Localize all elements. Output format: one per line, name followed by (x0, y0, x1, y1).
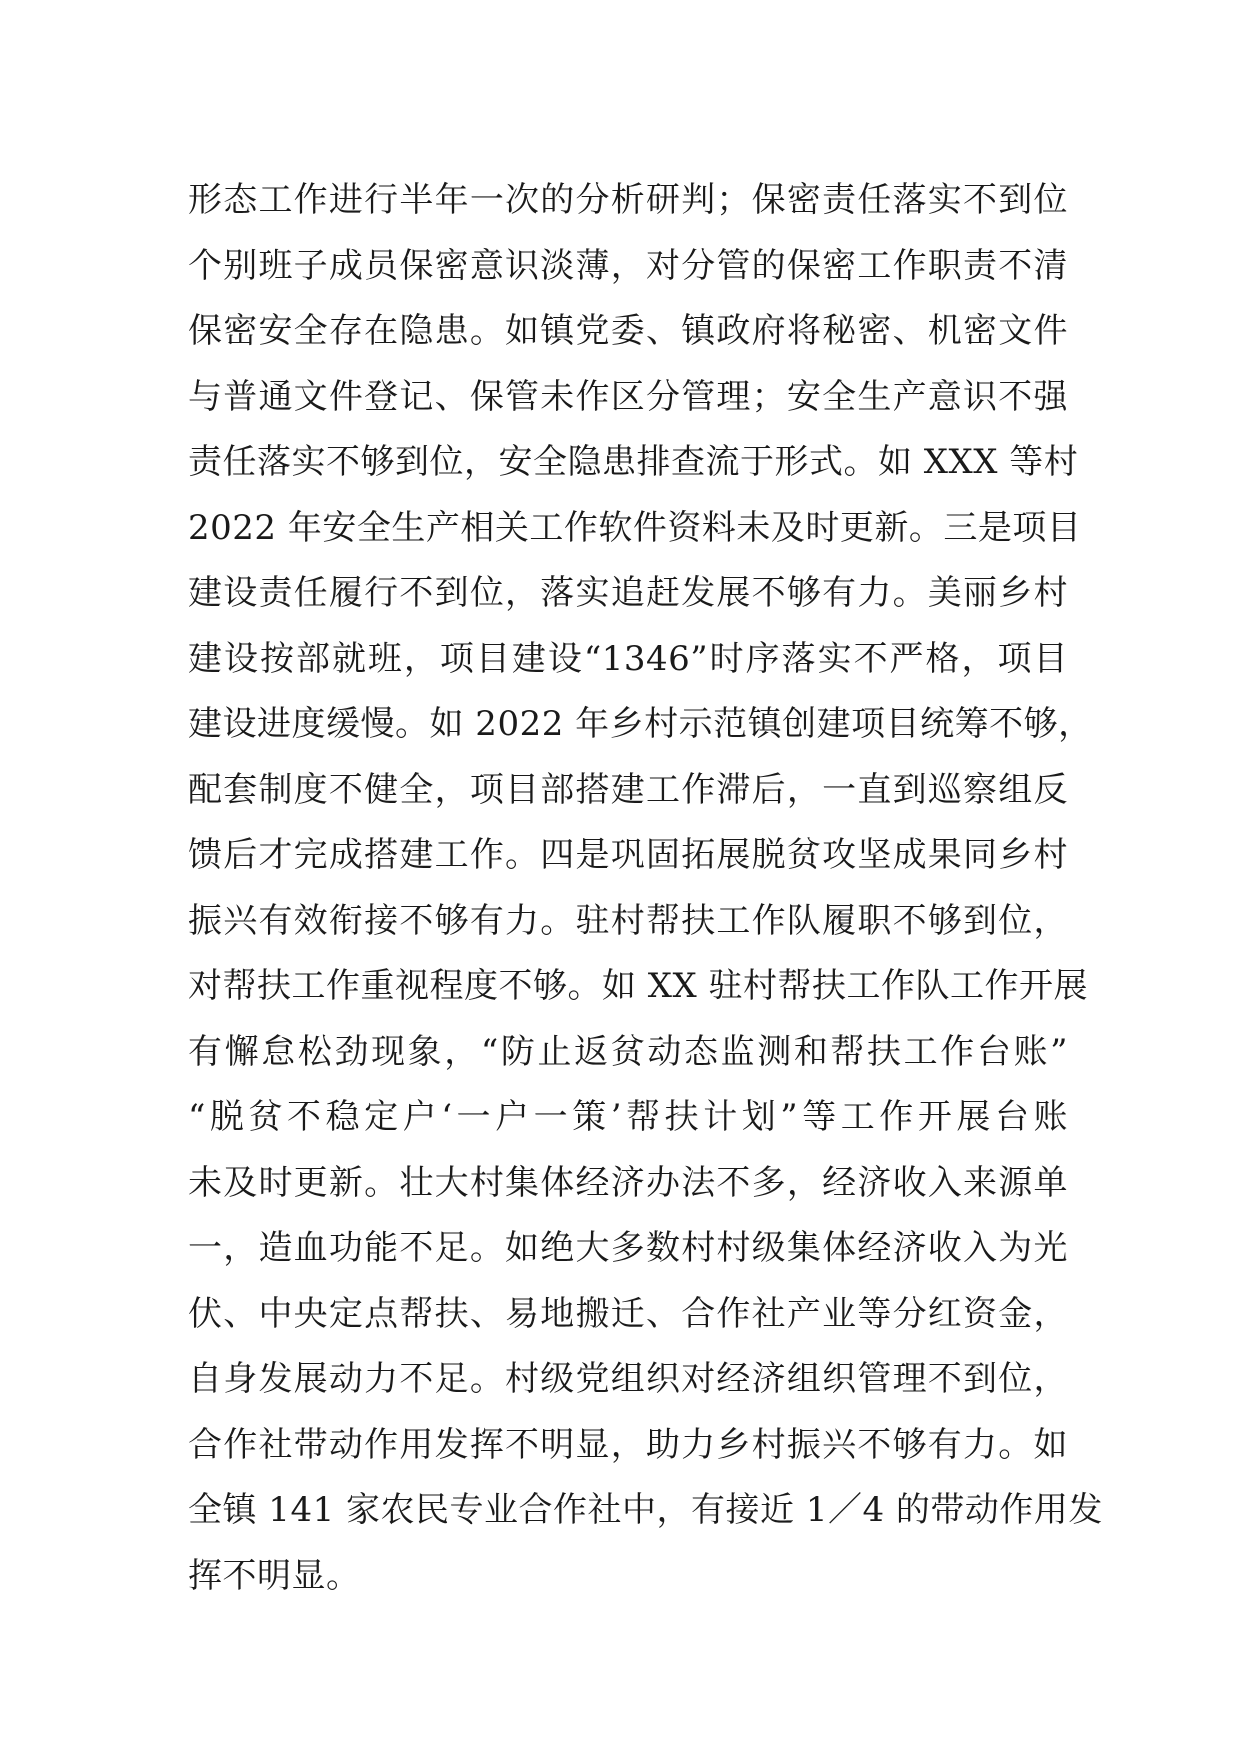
text-line: 馈后才完成搭建工作。四是巩固拓展脱贫攻坚成果同乡村 (188, 835, 1068, 875)
text-line: 全镇 141 家农民专业合作社中，有接近 1／4 的带动作用发 (188, 1490, 1103, 1530)
text-line: 配套制度不健全，项目部搭建工作滞后，一直到巡察组反 (188, 769, 1068, 810)
text-line: 一，造血功能不足。如绝大多数村村级集体经济收入为光 (188, 1228, 1068, 1268)
text-line: 形态工作进行半年一次的分析研判；保密责任落实不到位 (188, 180, 1068, 220)
text-line: 保密安全存在隐患。如镇党委、镇政府将秘密、机密文件 (188, 311, 1068, 351)
text-line: 对帮扶工作重视程度不够。如 XX 驻村帮扶工作队工作开展 (188, 966, 1089, 1006)
text-line: 责任落实不够到位，安全隐患排查流于形式。如 XXX 等村 (188, 442, 1079, 482)
text-line: 个别班子成员保密意识淡薄，对分管的保密工作职责不清 (188, 245, 1068, 286)
text-line: 未及时更新。壮大村集体经济办法不多，经济收入来源单 (188, 1162, 1068, 1203)
text-line: 建设进度缓慢。如 2022 年乡村示范镇创建项目统筹不够， (188, 704, 1093, 744)
text-line: 2022 年安全生产相关工作软件资料未及时更新。三是项目 (188, 507, 1082, 548)
text-line: “脱贫不稳定户‘一户一策’帮扶计划”等工作开展台账 (188, 1097, 1068, 1137)
text-line: 有懈怠松劲现象，“防止返贫动态监测和帮扶工作台账” (188, 1031, 1068, 1072)
text-line-last: 挥不明显。 (188, 1555, 361, 1596)
text-line: 与普通文件登记、保管未作区分管理；安全生产意识不强 (188, 376, 1068, 417)
text-line: 合作社带动作用发挥不明显，助力乡村振兴不够有力。如 (188, 1424, 1068, 1465)
text-line: 振兴有效衔接不够有力。驻村帮扶工作队履职不够到位， (188, 900, 1068, 941)
text-line: 自身发展动力不足。村级党组织对经济组织管理不到位， (188, 1359, 1068, 1399)
document-body (188, 168, 1103, 1609)
text-line: 伏、中央定点帮扶、易地搬迁、合作社产业等分红资金， (188, 1293, 1068, 1334)
text-line: 建设责任履行不到位，落实追赶发展不够有力。美丽乡村 (188, 573, 1068, 613)
text-line: 建设按部就班，项目建设“1346”时序落实不严格，项目 (188, 638, 1068, 679)
